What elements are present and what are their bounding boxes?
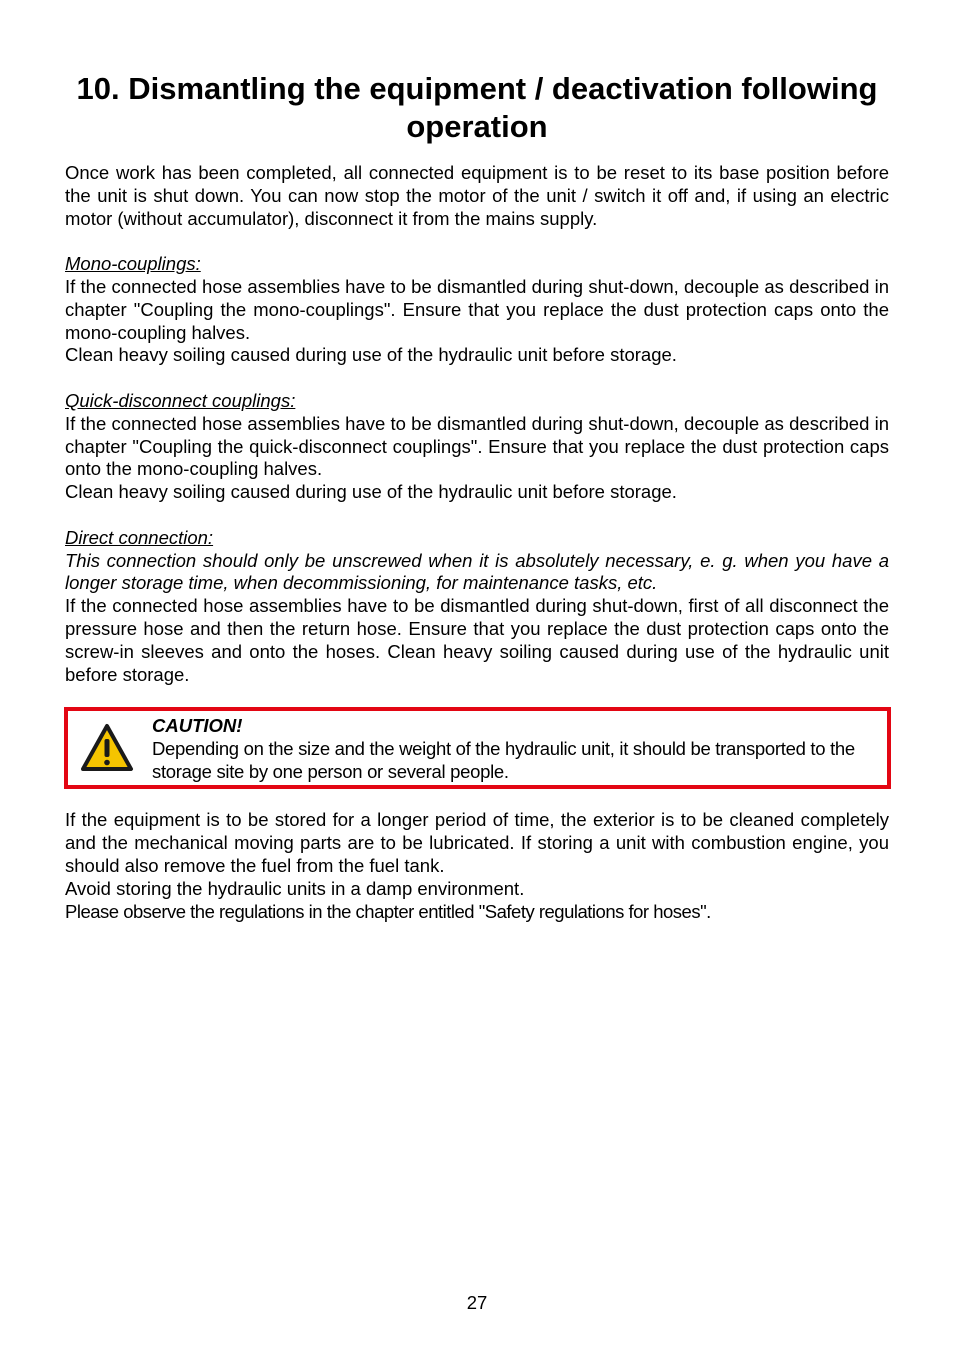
warning-triangle-icon <box>80 723 134 773</box>
page-content <box>65 70 889 923</box>
caution-title: CAUTION! <box>152 715 243 737</box>
direct-connection-heading: Direct connection: <box>65 526 214 548</box>
damp-paragraph: Avoid storing the hydraulic units in a damp environment. <box>65 877 525 899</box>
quick-couplings-heading: Quick-disconnect couplings: <box>65 389 296 411</box>
caution-text <box>152 715 875 783</box>
quick-couplings-clean: Clean heavy soiling caused during use of the hydraulic unit before storage. <box>65 481 677 503</box>
regulations-paragraph: Please observe the regulations in the chapter entitled "Safety regulations for hoses". <box>65 900 711 922</box>
page-title: 10. Dismantling the equipment / deactivation following operation <box>76 71 878 144</box>
caution-body: Depending on the size and the weight of the hydraulic unit, it should be transported to the storage site by one person or several people. <box>152 738 855 782</box>
mono-couplings-clean: Clean heavy soiling caused during use of the hydraulic unit before storage. <box>65 344 677 366</box>
storage-paragraph: If the equipment is to be stored for a longer period of time, the exterior is to be cleaned completely and the mechanical moving parts are to be lubricated. If storing a unit with combustion engine, you should also remove the fuel from the fuel tank. <box>65 809 889 876</box>
mono-couplings-text: If the connected hose assemblies have to be dismantled during shut-down, decouple as described in chapter "Coupling the mono-couplings". Ensure that you replace the dust protection caps onto the mono-coupling halves. <box>65 275 889 343</box>
page-number: 27 <box>466 1292 488 1313</box>
direct-connection-note: This connection should only be unscrewed when it is absolutely necessary, e. g. when you have a longer storage time, when decommissioning, for maintenance tasks, etc. <box>65 549 889 594</box>
quick-couplings-text: If the connected hose assemblies have to be dismantled during shut-down, decouple as described in chapter "Coupling the quick-disconnect couplings". Ensure that you replace the dust protection caps onto the mono-coupling halves. <box>65 412 889 480</box>
direct-connection-text: If the connected hose assemblies have to be dismantled during shut-down, first of all disconnect the pressure hose and then the return hose. Ensure that you replace the dust protection caps onto the screw-in sleeves and onto the hoses. Clean heavy soiling caused during use of the hydraulic unit before storage. <box>65 595 889 685</box>
intro-paragraph: Once work has been completed, all connected equipment is to be reset to its base position before the unit is shut down. You can now stop the motor of the unit / switch it off and, if using an electric motor (without accumulator), disconnect it from the mains supply. <box>65 162 889 229</box>
caution-box <box>64 707 891 789</box>
mono-couplings-heading: Mono-couplings: <box>65 253 201 275</box>
